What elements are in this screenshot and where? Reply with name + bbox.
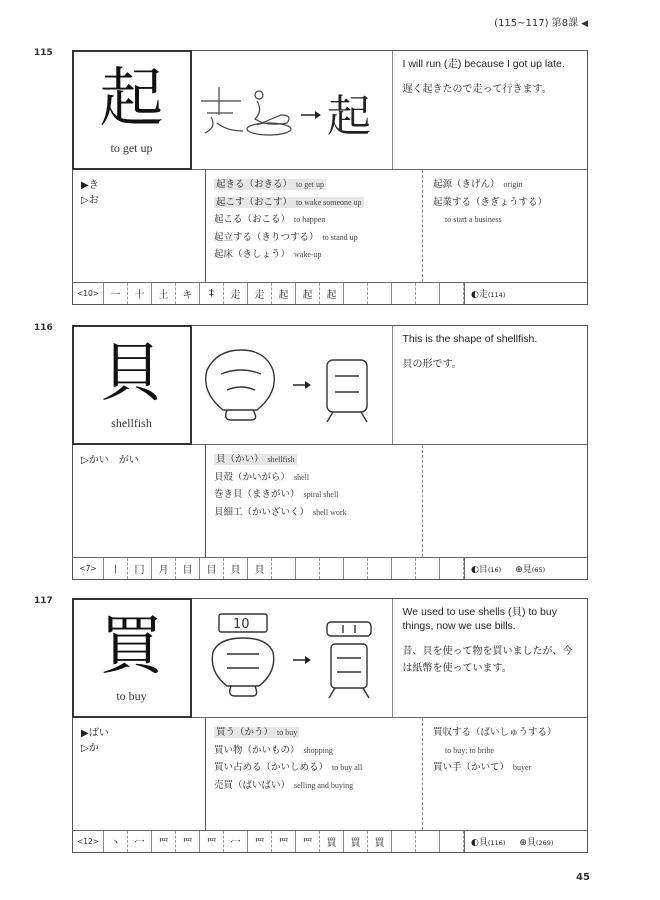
explanation-japanese: 貝の形です。 xyxy=(402,359,462,370)
vocab-item: 起きる（おきる） to get up xyxy=(216,179,325,190)
vocab-list-primary xyxy=(206,718,423,830)
explanation-english: We used to use shells (貝) to buy things, now we use bills. xyxy=(402,606,557,632)
vocab-item: 起こす（おこす） to wake someone up xyxy=(216,196,362,208)
kanji-box xyxy=(72,598,192,719)
plus-ref-icon: ⊕ xyxy=(515,565,523,575)
vocab-list-primary xyxy=(206,170,423,282)
stroke-order-row: <7> 丨 冂 月 目 目 貝 貝 ◐目(16) ⊕見(65) xyxy=(73,558,587,579)
mnemonic-explanation xyxy=(393,326,588,444)
ref-item: ⊕貝(269) xyxy=(519,838,554,848)
vocab-item: 起こる（おこる） to happen xyxy=(214,214,326,225)
triangle-marker-icon: ◀ xyxy=(581,19,588,29)
vocab-list-secondary xyxy=(423,445,587,557)
kanji-character: 貝 xyxy=(99,337,164,412)
reading-kun: ▷か xyxy=(81,743,99,754)
vocab-item: 貝殻（かいがら） shell xyxy=(214,471,310,483)
pictograph-illustration xyxy=(192,599,393,717)
person-getting-up-icon xyxy=(197,75,387,145)
plus-ref-icon: ⊕ xyxy=(519,838,527,848)
vocab-item: 巻き貝（まきがい） spiral shell xyxy=(214,489,339,500)
circle-ref-icon: ◐ xyxy=(471,838,479,848)
page-number: 45 xyxy=(576,872,590,883)
vocab-item: 買い占める（かいしめる） to buy all xyxy=(214,762,363,773)
kanji-entry-117 xyxy=(34,596,588,853)
reading-on: ▶き xyxy=(81,180,99,191)
ref-item: ◐目(16) xyxy=(471,565,502,575)
pictograph-illustration xyxy=(192,326,393,444)
vocab-item: 起立する（きりつする） to stand up xyxy=(214,231,358,243)
vocab-item: 貝（かい） shellfish xyxy=(216,454,295,465)
related-kanji-refs xyxy=(464,283,587,304)
ref-item: ◐走(114) xyxy=(471,290,506,300)
kanji-box xyxy=(72,50,192,171)
shellfish-shape-icon xyxy=(197,340,387,430)
vocab-list-primary xyxy=(206,445,423,557)
kanji-meaning: to get up xyxy=(110,141,153,156)
stroke-count: <12> xyxy=(73,831,104,852)
bill-and-shell-icon xyxy=(197,608,387,708)
entry-number: 116 xyxy=(34,323,53,333)
kanji-character: 起 xyxy=(99,62,164,137)
readings-list xyxy=(73,445,206,557)
reading-on: ▶ばい xyxy=(81,728,109,739)
ref-item: ⊕見(65) xyxy=(515,565,546,575)
reading-kun: ▷お xyxy=(81,195,99,206)
lesson-range: (115~117) 第8課 xyxy=(494,18,579,29)
mnemonic-explanation xyxy=(393,599,588,717)
ref-item: ◐貝(116) xyxy=(471,838,506,848)
mnemonic-explanation xyxy=(393,51,588,169)
vocab-list-secondary xyxy=(423,718,587,830)
page-header xyxy=(494,14,588,29)
vocab-item: 買い物（かいもの） shopping xyxy=(214,744,333,756)
kanji-meaning: shellfish xyxy=(111,416,152,431)
kanji-entry-115 xyxy=(34,48,588,305)
stroke-count: <10> xyxy=(73,283,104,304)
vocab-item: 買収する（ばいしゅうする） xyxy=(433,727,557,738)
svg-text:起: 起 xyxy=(326,91,371,142)
vocab-item: 起業する（きぎょうする） xyxy=(433,196,548,208)
entry-number: 115 xyxy=(34,48,53,58)
vocab-item: 売買（ばいばい） selling and buying xyxy=(214,779,354,791)
svg-text:10: 10 xyxy=(232,617,250,632)
circle-ref-icon: ◐ xyxy=(471,290,479,300)
kanji-character: 買 xyxy=(99,610,164,685)
vocab-item: 起床（きしょう） wake-up xyxy=(214,249,322,260)
reading-on: ▷かい がい xyxy=(81,455,139,466)
kanji-meaning: to buy xyxy=(116,689,147,704)
stroke-count: <7> xyxy=(73,558,104,579)
explanation-english: This is the shape of shellfish. xyxy=(402,333,538,345)
entry-number: 117 xyxy=(34,596,53,606)
pictograph-illustration xyxy=(192,51,393,169)
vocab-item: 買い手（かいて） buyer xyxy=(433,762,532,773)
readings-list xyxy=(73,170,206,282)
readings-list xyxy=(73,718,206,830)
vocab-item: 起源（きげん） origin xyxy=(433,179,523,190)
vocab-list-secondary xyxy=(423,170,587,282)
explanation-english: I will run (走) because I got up late. xyxy=(402,58,565,70)
explanation-japanese: 遅く起きたので走って行きます。 xyxy=(402,84,552,95)
related-kanji-refs xyxy=(464,558,587,579)
circle-ref-icon: ◐ xyxy=(471,565,479,575)
vocab-item: 買う（かう） to buy xyxy=(216,727,298,738)
explanation-japanese: 昔、貝を使って物を買いましたが、今は紙幣を使っています。 xyxy=(402,646,573,674)
stroke-order-row: <10> 一 十 土 キ ‡ 走 走 起 起 起 ◐走(114) xyxy=(73,283,587,304)
vocab-translation: to start a business xyxy=(445,215,502,224)
related-kanji-refs xyxy=(464,831,587,852)
vocab-translation: to buy; to bribe xyxy=(445,745,495,755)
kanji-entry-116 xyxy=(34,323,588,580)
kanji-box xyxy=(72,325,192,446)
vocab-item: 貝細工（かいざいく） shell work xyxy=(214,506,347,518)
stroke-order-row: <12> 丶 冖 罒 罒 罒 冖 罒 罒 罒 買 買 買 ◐貝(116) ⊕貝(269) xyxy=(73,831,587,852)
